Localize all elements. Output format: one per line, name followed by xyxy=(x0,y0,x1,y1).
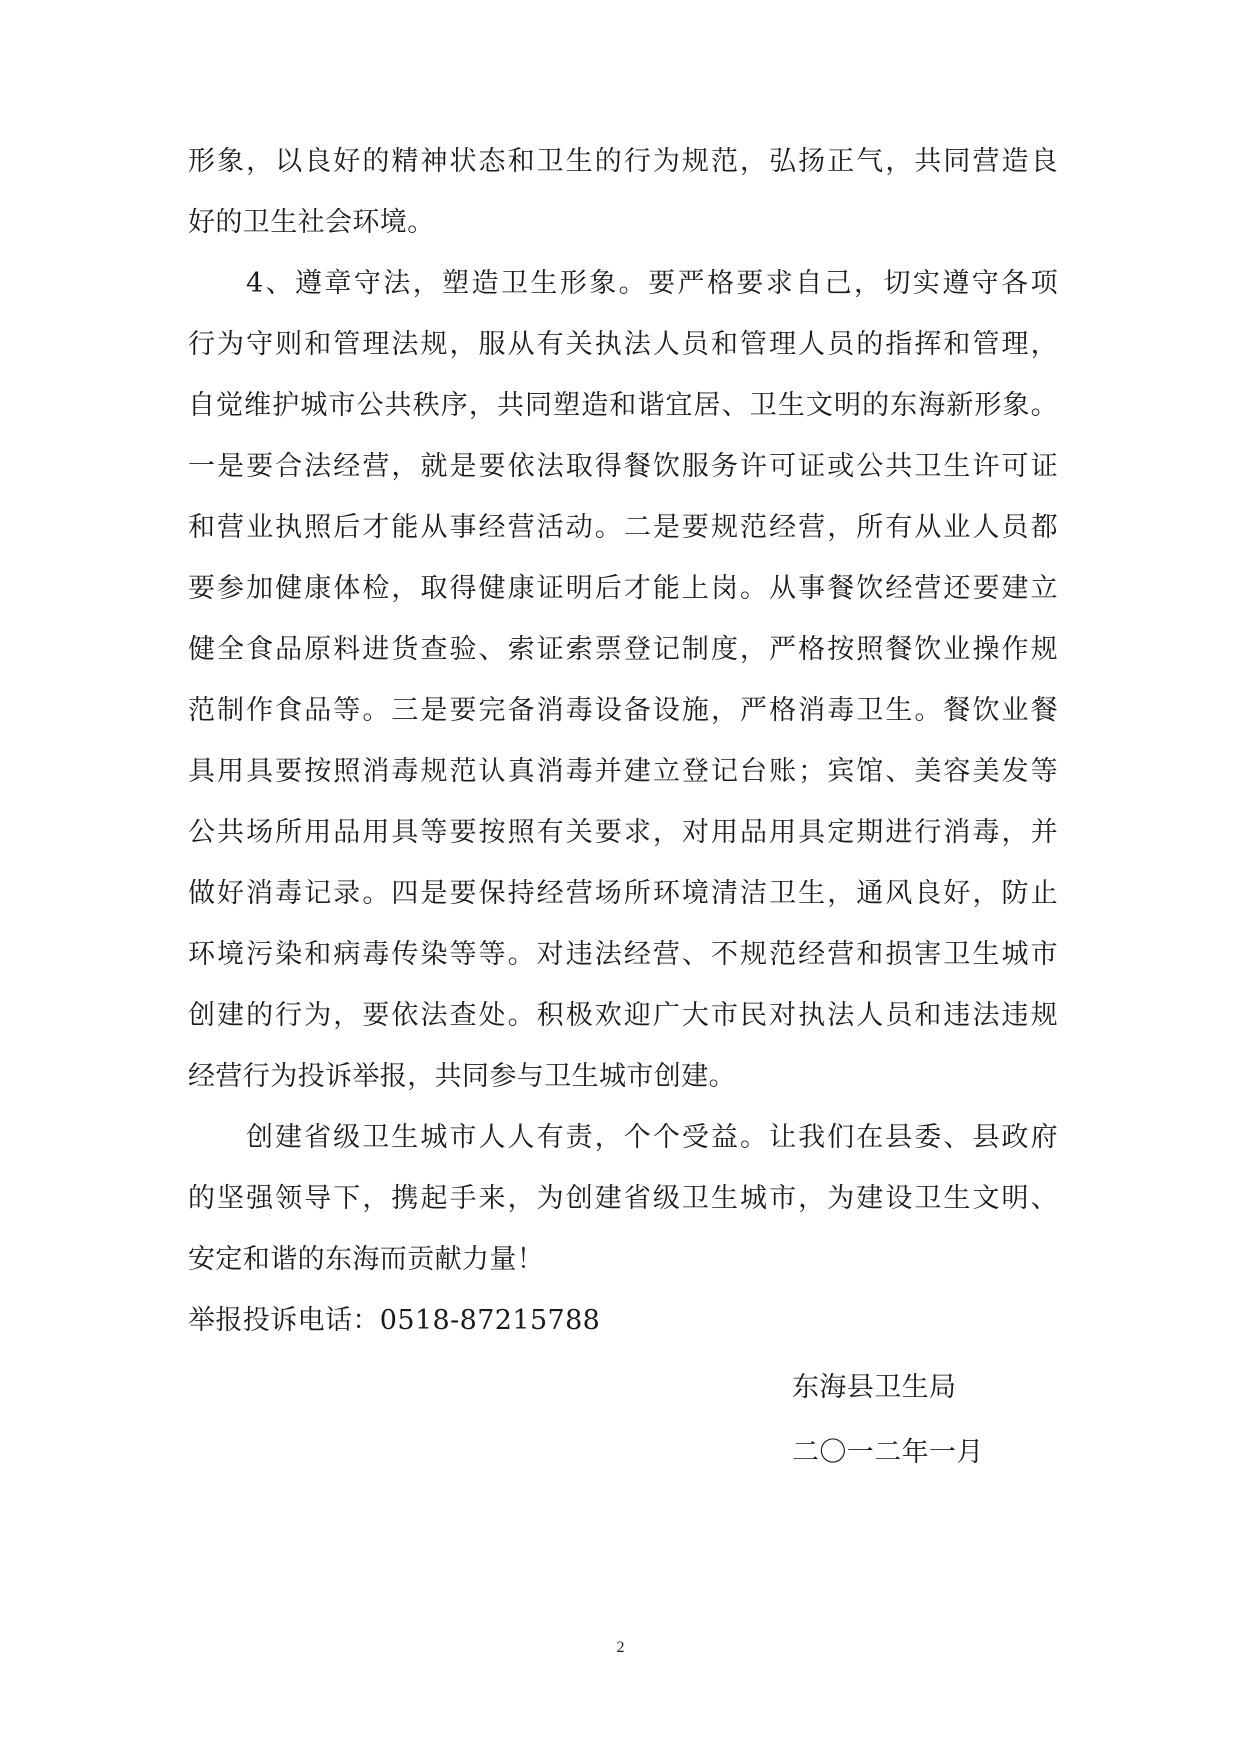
hotline-text: 举报投诉电话：0518-87215788 xyxy=(188,1305,601,1336)
signature-organization: 东海县卫生局 xyxy=(792,1372,957,1403)
paragraph-line: 创建省级卫生城市人人有责，个个受益。让我们在县委、县政府 xyxy=(246,1122,1058,1153)
paragraph-line: 形象，以良好的精神状态和卫生的行为规范，弘扬正气，共同营造良 xyxy=(188,146,1058,177)
paragraph-line: 安定和谐的东海而贡献力量！ xyxy=(188,1244,545,1275)
paragraph-line: 做好消毒记录。四是要保持经营场所环境清洁卫生，通风良好，防止 xyxy=(188,878,1058,909)
paragraph-line: 4、遵章守法，塑造卫生形象。要严格要求自己，切实遵守各项 xyxy=(246,268,1058,299)
paragraph-line: 健全食品原料进货查验、索证索票登记制度，严格按照餐饮业操作规 xyxy=(188,634,1058,665)
paragraph-line: 要参加健康体检，取得健康证明后才能上岗。从事餐饮经营还要建立 xyxy=(188,573,1058,604)
paragraph-line: 具用具要按照消毒规范认真消毒并建立登记台账；宾馆、美容美发等 xyxy=(188,756,1058,787)
paragraph-line: 好的卫生社会环境。 xyxy=(188,207,435,238)
paragraph-line: 环境污染和病毒传染等等。对违法经营、不规范经营和损害卫生城市 xyxy=(188,939,1058,970)
paragraph-line: 自觉维护城市公共秩序，共同塑造和谐宜居、卫生文明的东海新形象。 xyxy=(188,390,1058,421)
page-number: 2 xyxy=(616,1639,625,1656)
paragraph-line: 创建的行为，要依法查处。积极欢迎广大市民对执法人员和违法违规 xyxy=(188,1000,1058,1031)
paragraph-line: 行为守则和管理法规，服从有关执法人员和管理人员的指挥和管理， xyxy=(188,329,1058,360)
paragraph-line: 公共场所用品用具等要按照有关要求，对用品用具定期进行消毒，并 xyxy=(188,817,1058,848)
paragraph-line: 经营行为投诉举报，共同参与卫生城市创建。 xyxy=(188,1061,736,1092)
signature-date: 二〇一二年一月 xyxy=(792,1437,984,1468)
paragraph-line: 的坚强领导下，携起手来，为创建省级卫生城市，为建设卫生文明、 xyxy=(188,1183,1058,1214)
paragraph-line: 和营业执照后才能从事经营活动。二是要规范经营，所有从业人员都 xyxy=(188,512,1058,543)
paragraph-line: 一是要合法经营，就是要依法取得餐饮服务许可证或公共卫生许可证 xyxy=(188,451,1058,482)
paragraph-line: 范制作食品等。三是要完备消毒设备设施，严格消毒卫生。餐饮业餐 xyxy=(188,695,1058,726)
